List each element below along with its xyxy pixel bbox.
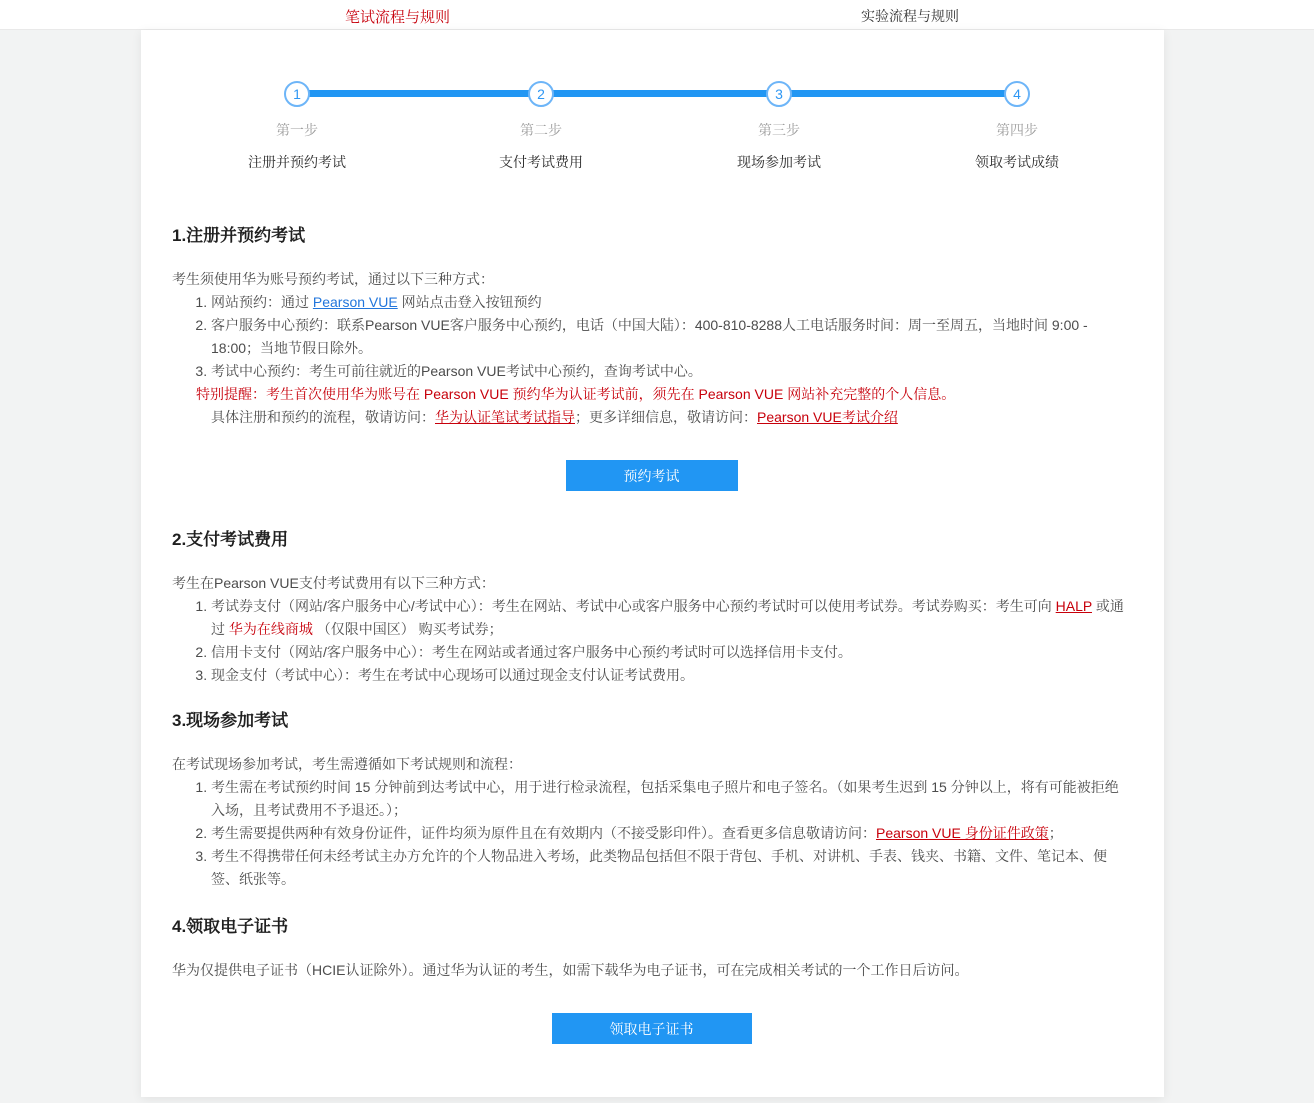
list-item [211,822,1131,845]
list-item [211,291,1131,314]
step-1-circle: 1 [284,81,310,107]
guide-text: ；更多详细信息，敬请访问： [575,409,757,425]
step-4-circle: 4 [1004,81,1030,107]
section-2-list [172,595,1131,687]
list-item-text: 考生需要提供两种有效身份证件，证件均须为原件且在有效期内（不接受影印件）。查看更多信息敬请访问： [211,825,876,841]
written-exam-guide-link[interactable]: 华为认证笔试考试指导 [435,409,575,425]
list-item-text: 网站预约：通过 [211,294,313,310]
list-item-text: ； [1048,825,1063,841]
id-policy-link[interactable]: Pearson VUE 身份证件政策 [876,825,1049,841]
section-3-heading: 3.现场参加考试 [172,711,289,730]
list-item: 2. 客户服务中心预约：联系Pearson VUE客户服务中心预约，电话（中国大陆）：400-810-8288人工电话服务时间：周一至周五，当地时间 9:00 - 18:00；当地节假日除外。 [211,314,1131,360]
pearson-vue-link[interactable]: Pearson VUE [312,294,398,310]
list-item: 3. 考生不得携带任何未经考试主办方允许的个人物品进入考场，此类物品包括但不限于背包、手机、对讲机、手表、钱夹、书籍、文件、笔记本、便签、纸张等。 [211,845,1131,891]
main-content [141,227,1164,1044]
stepper-progress-line [297,90,1017,97]
step-3-label: 第三步 [758,122,800,138]
list-item: 1. 考生需在考试预约时间 15 分钟前到达考试中心，用于进行检录流程，包括采集电子照片和电子签名。（如果考生迟到 15 分钟以上，将有可能被拒绝入场，且考试费用不予退还。）； [211,776,1131,822]
step-4-title: 领取考试成绩 [975,154,1059,170]
list-item: 3. 考试中心预约：考生可前往就近的Pearson VUE考试中心预约，查询考试中心。 [211,360,1131,383]
section-1-intro: 考生须使用华为账号预约考试，通过以下三种方式： [172,271,494,287]
book-exam-button[interactable]: 预约考试 [566,460,738,491]
list-item-text: （仅限中国区） 购买考试券； [312,621,503,637]
step-2-circle: 2 [528,81,554,107]
tab-written-exam-rules[interactable]: 笔试流程与规则 [345,9,451,26]
section-3-intro: 在考试现场参加考试，考生需遵循如下考试规则和流程： [172,756,522,772]
get-certificate-button[interactable]: 领取电子证书 [552,1013,752,1044]
list-item-text: 考试券支付（网站/客户服务中心/考试中心）：考生在网站、考试中心或客户服务中心预约考试时可以使用考试券。考试券购买：考生可向 [211,598,1056,614]
section-3-list [172,776,1131,891]
section-2-intro: 考生在Pearson VUE支付考试费用有以下三种方式： [172,575,495,591]
section-2-heading: 2.支付考试费用 [172,530,289,549]
content-card [141,30,1164,1097]
special-reminder-text: 特别提醒：考生首次使用华为账号在 Pearson VUE 预约华为认证考试前，须先在 Pearson VUE 网站补充完整的个人信息。 [196,386,956,402]
section-1-list [172,291,1131,383]
step-1-title: 注册并预约考试 [248,154,346,170]
list-item: 2. 信用卡支付（网站/客户服务中心）：考生在网站或者通过客户服务中心预约考试时可以选择信用卡支付。 [211,641,1131,664]
step-2-label: 第二步 [520,122,562,138]
halp-link[interactable]: HALP [1055,598,1092,614]
list-item-text: 或通过 [211,598,1124,637]
tab-lab-exam-rules[interactable]: 实验流程与规则 [861,8,959,24]
step-1-label: 第一步 [276,122,318,138]
step-4-label: 第四步 [996,122,1038,138]
guide-links-line [211,406,1131,429]
step-2-title: 支付考试费用 [499,154,583,170]
guide-text: 具体注册和预约的流程，敬请访问： [211,409,435,425]
pearson-vue-exam-intro-link[interactable]: Pearson VUE考试介绍 [757,409,898,425]
section-1-heading: 1.注册并预约考试 [172,226,306,245]
step-3-circle: 3 [766,81,792,107]
section-4-paragraph: 华为仅提供电子证书（HCIE认证除外）。通过华为认证的考生，如需下载华为电子证书，可在完成相关考试的一个工作日后访问。 [172,962,969,978]
step-3-title: 现场参加考试 [737,154,821,170]
exam-process-stepper [141,30,1164,227]
list-item: 3. 现金支付（考试中心）：考生在考试中心现场可以通过现金支付认证考试费用。 [211,664,1131,687]
huawei-online-store-link[interactable]: 华为在线商城 [228,621,313,637]
section-4-heading: 4.领取电子证书 [172,917,289,936]
top-tab-bar [0,0,1314,30]
list-item-text: 网站点击登入按钮预约 [397,294,542,310]
list-item [211,595,1131,641]
